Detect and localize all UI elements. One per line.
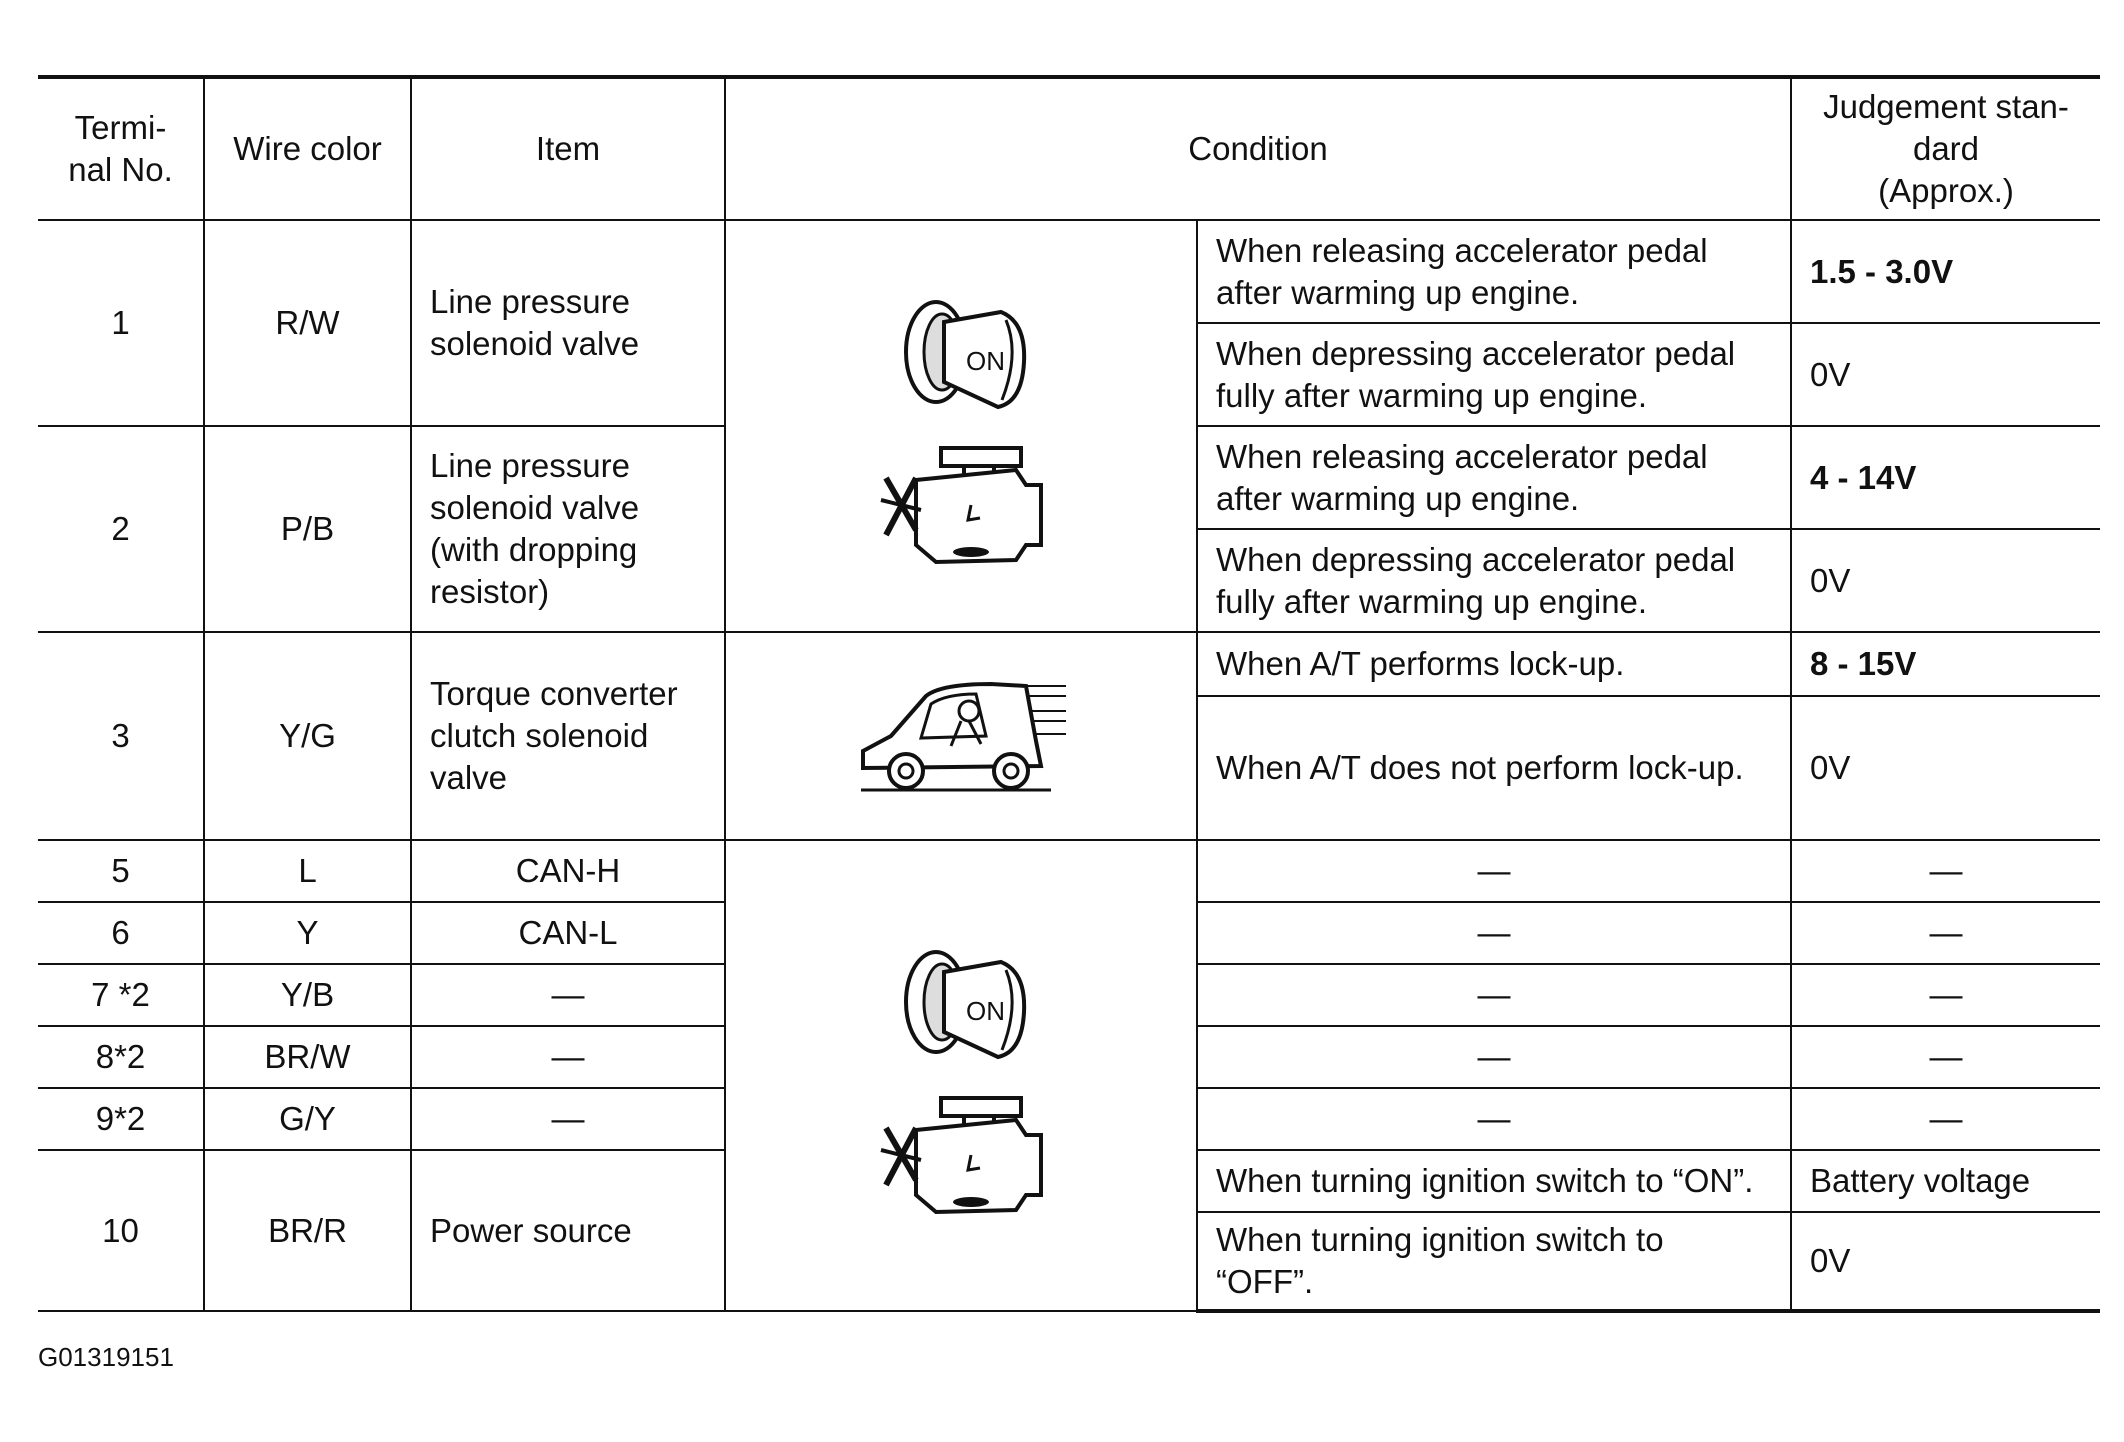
item-name: Line pressure solenoid valve (with dropping resistor) [411, 426, 725, 632]
table-row [38, 220, 2100, 323]
car-driving-icon [851, 666, 1071, 796]
terminal-spec-sheet [38, 75, 2100, 1313]
wire-color: P/B [204, 426, 411, 632]
wire-color: R/W [204, 220, 411, 426]
condition-text: — [1197, 964, 1791, 1026]
terminal-table [38, 75, 2100, 1313]
wire-color: Y [204, 902, 411, 964]
judgement-value: — [1791, 964, 2100, 1026]
judgement-value: — [1791, 1088, 2100, 1150]
header-item: Item [411, 77, 725, 220]
item-name: Line pressure solenoid valve [411, 220, 725, 426]
icon-cell-key-engine [725, 220, 1197, 632]
ignition-key-icon [886, 932, 1036, 1072]
table-row [38, 840, 2100, 902]
condition-text: When A/T performs lock-up. [1197, 632, 1791, 696]
ignition-key-icon [886, 282, 1036, 422]
condition-text: When A/T does not perform lock-up. [1197, 696, 1791, 840]
condition-text: When releasing accelerator pedal after warming up engine. [1197, 220, 1791, 323]
header-condition: Condition [725, 77, 1791, 220]
condition-text: When turning ignition switch to “OFF”. [1197, 1212, 1791, 1311]
wire-color: BR/W [204, 1026, 411, 1088]
judgement-value: 1.5 - 3.0V [1791, 220, 2100, 323]
condition-text: — [1197, 902, 1791, 964]
wire-color: G/Y [204, 1088, 411, 1150]
svg-text:ON: ON [966, 346, 1005, 376]
terminal-number: 1 [38, 220, 204, 426]
wire-color: Y/B [204, 964, 411, 1026]
item-name: Torque converter clutch solenoid valve [411, 632, 725, 840]
condition-text: When depressing accelerator pedal fully after warming up engine. [1197, 529, 1791, 632]
header-terminal: Termi- nal No. [38, 77, 204, 220]
terminal-number: 5 [38, 840, 204, 902]
judgement-value: 0V [1791, 696, 2100, 840]
terminal-number: 2 [38, 426, 204, 632]
item-name: CAN-H [411, 840, 725, 902]
terminal-number: 10 [38, 1150, 204, 1311]
wire-color: L [204, 840, 411, 902]
icon-cell-car [725, 632, 1197, 840]
judgement-value: Battery voltage [1791, 1150, 2100, 1212]
item-name: — [411, 964, 725, 1026]
condition-text: — [1197, 840, 1791, 902]
judgement-value: 4 - 14V [1791, 426, 2100, 529]
terminal-number: 3 [38, 632, 204, 840]
figure-code: G01319151 [38, 1342, 174, 1372]
condition-text: When releasing accelerator pedal after warming up engine. [1197, 426, 1791, 529]
judgement-value: 0V [1791, 1212, 2100, 1311]
wire-color: BR/R [204, 1150, 411, 1311]
judgement-value: — [1791, 1026, 2100, 1088]
header-row [38, 77, 2100, 220]
terminal-number: 6 [38, 902, 204, 964]
engine-icon [876, 1090, 1046, 1220]
judgement-value: — [1791, 902, 2100, 964]
wire-color: Y/G [204, 632, 411, 840]
table-row [38, 632, 2100, 696]
header-wire-color: Wire color [204, 77, 411, 220]
terminal-number: 9*2 [38, 1088, 204, 1150]
icon-cell-key-engine [725, 840, 1197, 1311]
judgement-value: 0V [1791, 323, 2100, 426]
item-name: CAN-L [411, 902, 725, 964]
header-judgement: Judgement stan- dard (Approx.) [1791, 77, 2100, 220]
item-name: — [411, 1088, 725, 1150]
terminal-number: 8*2 [38, 1026, 204, 1088]
condition-text: — [1197, 1088, 1791, 1150]
svg-text:ON: ON [966, 995, 1005, 1026]
engine-icon [876, 440, 1046, 570]
condition-text: When depressing accelerator pedal fully after warming up engine. [1197, 323, 1791, 426]
item-name: — [411, 1026, 725, 1088]
item-name: Power source [411, 1150, 725, 1311]
judgement-value: 0V [1791, 529, 2100, 632]
condition-text: — [1197, 1026, 1791, 1088]
condition-text: When turning ignition switch to “ON”. [1197, 1150, 1791, 1212]
judgement-value: 8 - 15V [1791, 632, 2100, 696]
terminal-number: 7 *2 [38, 964, 204, 1026]
judgement-value: — [1791, 840, 2100, 902]
